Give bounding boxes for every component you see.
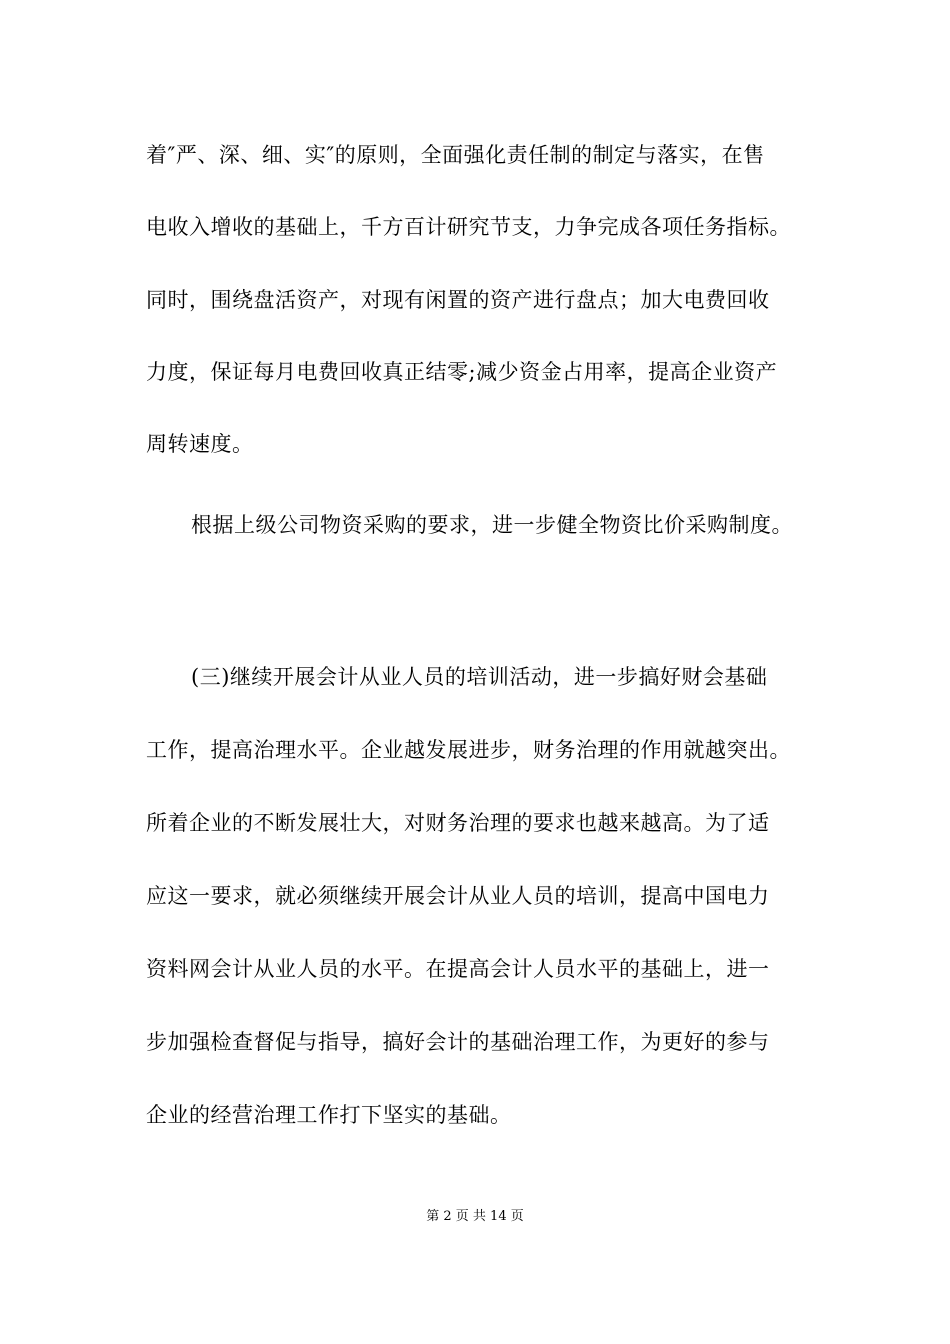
text-line: 企业的经营治理工作打下坚实的基础。 — [146, 1103, 512, 1127]
page-number-footer: 第 2 页 共 14 页 — [426, 1209, 524, 1224]
text-line: 资料网会计从业人员的水平。在提高会计人员水平的基础上，进一 — [146, 957, 770, 981]
text-line: 同时，围绕盘活资产，对现有闲置的资产进行盘点；加大电费回收 — [146, 288, 770, 312]
text-line: 应这一要求，就必须继续开展会计从业人员的培训，提高中国电力 — [146, 884, 770, 908]
text-line: 所着企业的不断发展壮大，对财务治理的要求也越来越高。为了适 — [146, 811, 770, 835]
text-line: 根据上级公司物资采购的要求，进一步健全物资比价采购制度。 — [191, 513, 793, 537]
text-line: 周转速度。 — [146, 432, 254, 456]
text-line: 工作，提高治理水平。企业越发展进步，财务治理的作用就越突出。 — [146, 738, 791, 762]
text-line: 电收入增收的基础上，千方百计研究节支，力争完成各项任务指标。 — [146, 215, 791, 239]
text-line: 力度，保证每月电费回收真正结零;减少资金占用率，提高企业资产 — [146, 360, 778, 384]
text-line: 着″严、深、细、实″的原则，全面强化责任制的制定与落实，在售 — [146, 143, 765, 167]
text-line: (三)继续开展会计从业人员的培训活动，进一步搞好财会基础 — [191, 665, 768, 689]
text-line: 步加强检查督促与指导，搞好会计的基础治理工作，为更好的参与 — [146, 1030, 770, 1054]
